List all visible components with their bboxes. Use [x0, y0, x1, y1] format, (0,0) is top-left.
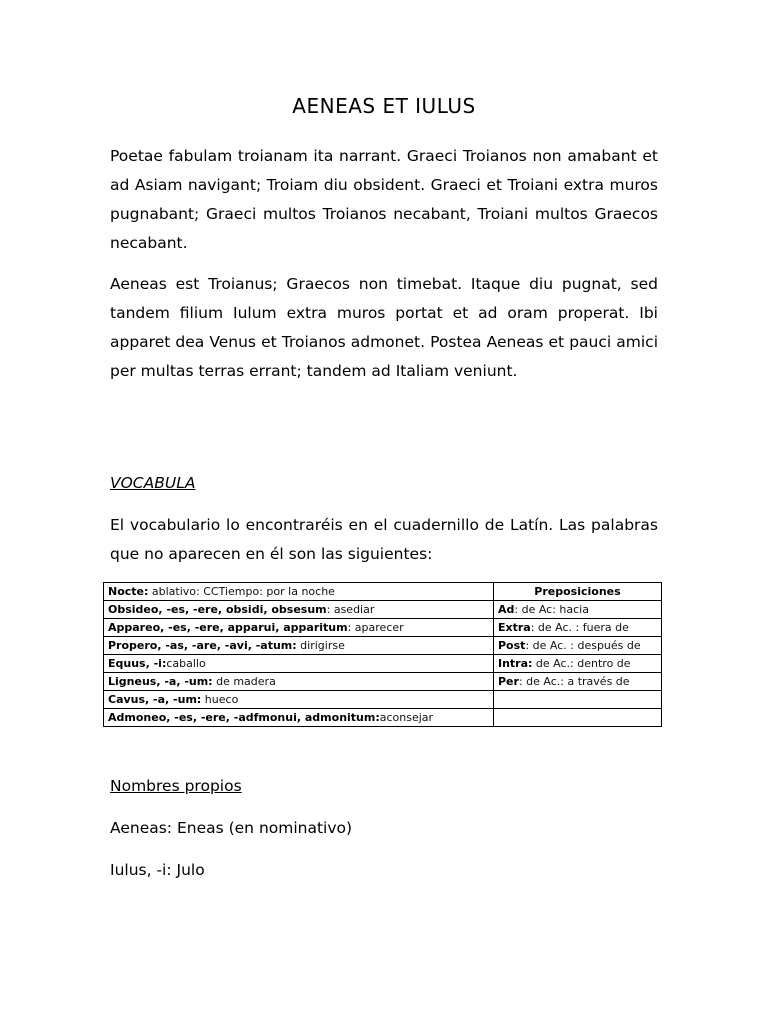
vocab-term: Admoneo, -es, -ere, -adfmonui, admonitum: [108, 710, 380, 724]
prep-cell [494, 673, 662, 691]
vocab-cell [104, 583, 494, 601]
prep-cell [494, 601, 662, 619]
proper-name-iulus: Iulus, -i: Julo [110, 861, 205, 879]
vocab-meaning: caballo [166, 656, 206, 670]
vocab-cell [104, 601, 494, 619]
prep-term: Post [498, 638, 526, 652]
vocab-term: Nocte: [108, 584, 149, 598]
vocab-cell [104, 619, 494, 637]
vocab-term: Obsideo, -es, -ere, obsidi, obsesum [108, 602, 327, 616]
table-row [104, 583, 662, 601]
table-row [104, 673, 662, 691]
prep-cell-empty [494, 691, 662, 709]
prep-term: Intra: [498, 656, 533, 670]
prep-meaning: : de Ac.: a través de [518, 674, 630, 688]
prep-cell-empty [494, 709, 662, 727]
vocab-cell [104, 709, 494, 727]
vocab-meaning: : asediar [326, 602, 375, 616]
vocab-meaning: de madera [212, 674, 276, 688]
prep-meaning: : de Ac. : después de [525, 638, 641, 652]
table-row [104, 601, 662, 619]
prep-term: Extra [498, 620, 531, 634]
vocab-cell [104, 691, 494, 709]
table-row [104, 691, 662, 709]
prep-meaning: : de Ac. : fuera de [530, 620, 629, 634]
paragraph-2: Aeneas est Troianus; Graecos non timebat. Itaque diu pugnat, sed tandem filium Iulum extra muros portat et ad oram properat. Ibi apparet dea Venus et Troianos admonet. Postea Aeneas et pauci amici per multas terras errant; tandem ad Italiam veniunt. [110, 275, 658, 380]
table-row [104, 637, 662, 655]
vocab-meaning: dirigirse [296, 638, 345, 652]
prep-header: Preposiciones [494, 583, 662, 601]
vocab-cell [104, 637, 494, 655]
vocab-term: Propero, -as, -are, -avi, -atum: [108, 638, 297, 652]
vocab-meaning: hueco [201, 692, 239, 706]
paragraph-1: Poetae fabulam troianam ita narrant. Graeci Troianos non amabant et ad Asiam navigant; Troiam diu obsident. Graeci et Troiani extra muros pugnabant; Graeci multos Troianos necabant, Troiani multos Graecos necabant. [110, 147, 658, 252]
proper-name-aeneas: Aeneas: Eneas (en nominativo) [110, 819, 353, 837]
vocab-term: Ligneus, -a, -um: [108, 674, 213, 688]
vocab-meaning: aconsejar [379, 710, 434, 724]
vocab-cell [104, 655, 494, 673]
prep-meaning: : de Ac: hacia [514, 602, 589, 616]
vocab-term: Cavus, -a, -um: [108, 692, 202, 706]
vocab-term: Appareo, -es, -ere, apparui, apparitum [108, 620, 348, 634]
proper-names-heading: Nombres propios [110, 777, 242, 795]
vocab-intro: El vocabulario lo encontraréis en el cuadernillo de Latín. Las palabras que no aparecen en él son las siguientes: [110, 516, 658, 563]
vocab-meaning: : aparecer [347, 620, 404, 634]
prep-cell [494, 619, 662, 637]
prep-cell [494, 637, 662, 655]
table-row [104, 619, 662, 637]
vocab-table [103, 582, 662, 727]
prep-meaning: de Ac.: dentro de [532, 656, 631, 670]
prep-cell [494, 655, 662, 673]
vocab-cell [104, 673, 494, 691]
table-row [104, 709, 662, 727]
prep-term: Ad [498, 602, 515, 616]
vocab-meaning: ablativo: CCTiempo: por la noche [148, 584, 335, 598]
prep-term: Per [498, 674, 519, 688]
vocabula-heading: VOCABULA [110, 474, 196, 492]
document-title: AENEAS ET IULUS [292, 94, 476, 118]
table-row [104, 655, 662, 673]
vocab-term: Equus, -i: [108, 656, 167, 670]
